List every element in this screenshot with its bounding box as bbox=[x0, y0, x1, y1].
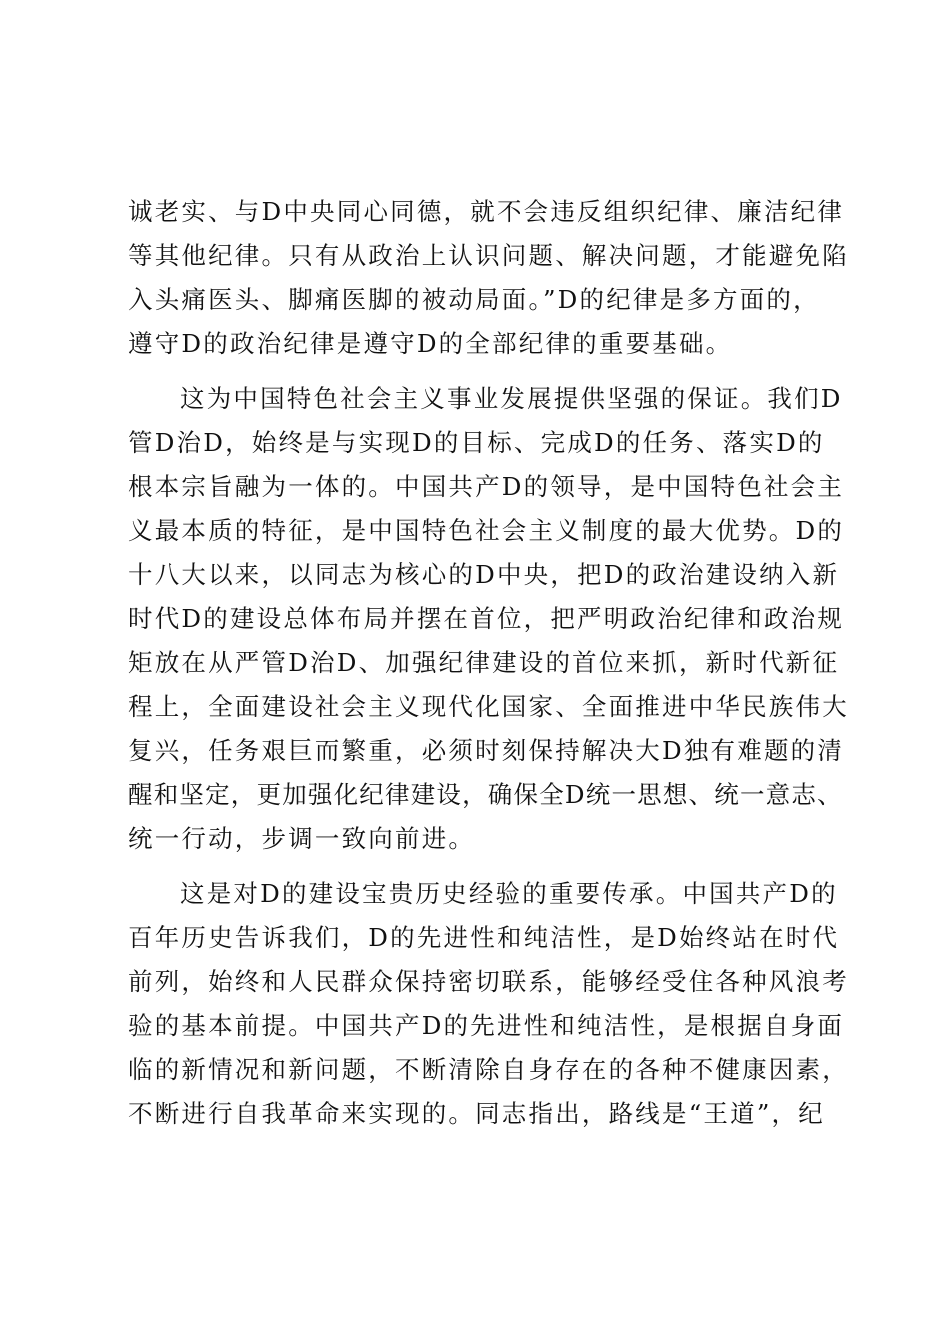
text-line: 不断进行自我革命来实现的。同志指出，路线是“王道”，纪 bbox=[128, 1099, 825, 1128]
text-line: 管D治D，始终是与实现D的目标、完成D的任务、落实D的 bbox=[128, 428, 825, 457]
text-line: 等其他纪律。只有从政治上认识问题、解决问题，才能避免陷 bbox=[128, 241, 849, 270]
text-line: 验的基本前提。中国共产D的先进性和纯洁性，是根据自身面 bbox=[128, 1011, 845, 1040]
text-line: 矩放在从严管D治D、加强纪律建设的首位来抓，新时代新征 bbox=[128, 648, 840, 677]
text-line: 百年历史告诉我们，D的先进性和纯洁性，是D始终站在时代 bbox=[128, 923, 840, 952]
text-line: 醒和坚定，更加强化纪律建设，确保全D统一思想、统一意志、 bbox=[128, 780, 843, 809]
text-line: 入头痛医头、脚痛医脚的被动局面。”D的纪律是多方面的， bbox=[128, 285, 820, 314]
text-line: 时代D的建设总体布局并摆在首位，把严明政治纪律和政治规 bbox=[128, 604, 845, 633]
text-line: 统一行动，步调一致向前进。 bbox=[128, 824, 476, 853]
text-line: 临的新情况和新问题，不断清除自身存在的各种不健康因素， bbox=[128, 1055, 849, 1084]
text-line: 前列，始终和人民群众保持密切联系，能够经受住各种风浪考 bbox=[128, 967, 849, 996]
text-line: 诚老实、与D中央同心同德，就不会违反组织纪律、廉洁纪律 bbox=[128, 197, 845, 226]
text-line: 遵守D的政治纪律是遵守D的全部纪律的重要基础。 bbox=[128, 329, 733, 358]
text-line: 义最本质的特征，是中国特色社会主义制度的最大优势。D的 bbox=[128, 516, 845, 545]
text-line: 这为中国特色社会主义事业发展提供坚强的保证。我们D bbox=[180, 384, 843, 413]
text-line: 程上，全面建设社会主义现代化国家、全面推进中华民族伟大 bbox=[128, 692, 849, 721]
text-line: 这是对D的建设宝贵历史经验的重要传承。中国共产D的 bbox=[180, 879, 838, 908]
text-line: 十八大以来，以同志为核心的D中央，把D的政治建设纳入新 bbox=[128, 560, 840, 589]
text-line: 根本宗旨融为一体的。中国共产D的领导，是中国特色社会主 bbox=[128, 472, 845, 501]
text-line: 复兴，任务艰巨而繁重，必须时刻保持解决大D独有难题的清 bbox=[128, 736, 845, 765]
